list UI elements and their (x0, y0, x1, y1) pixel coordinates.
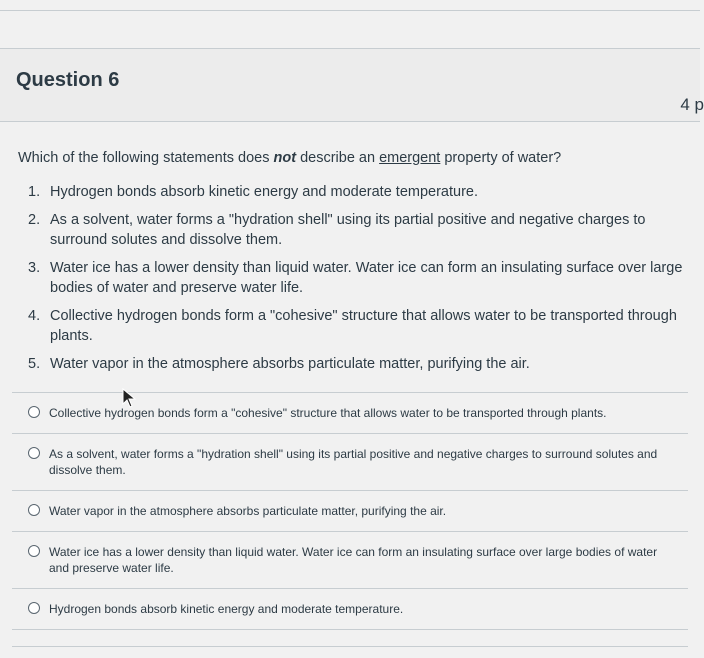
answer-label: Water ice has a lower density than liquid water. Water ice can form an insulating surface over large bodies of water and preserve water life. (49, 545, 658, 575)
radio-button[interactable] (28, 545, 40, 557)
statement-item (28, 354, 686, 374)
prompt-text-after: property of water? (440, 150, 562, 166)
radio-button[interactable] (28, 602, 40, 614)
statement-list (28, 182, 686, 382)
radio-button[interactable] (28, 504, 40, 516)
question-points: 4 p (680, 95, 704, 114)
statement-item (28, 258, 686, 298)
answer-option[interactable] (12, 532, 688, 589)
radio-button[interactable] (28, 406, 40, 418)
prompt-text-middle: describe an (296, 150, 380, 166)
statement-item (28, 182, 686, 202)
prompt-underline: emergent (379, 150, 441, 166)
answer-label: Hydrogen bonds absorb kinetic energy and moderate temperature. (49, 602, 404, 616)
answer-option[interactable] (12, 589, 688, 630)
answer-option[interactable] (12, 491, 688, 532)
statement-text: Water vapor in the atmosphere absorbs particulate matter, purifying the air. (50, 356, 530, 372)
prompt-text-before: Which of the following statements does (18, 150, 274, 166)
mouse-pointer-icon (122, 388, 136, 408)
statement-number: 3. (28, 260, 41, 276)
prompt-emphasis: not (273, 150, 297, 166)
statement-text: Water ice has a lower density than liquid water. Water ice can form an insulating surface over large bodies of water and preserve water life. (50, 260, 683, 296)
answer-label: Water vapor in the atmosphere absorbs particulate matter, purifying the air. (49, 504, 447, 518)
answer-choices (12, 392, 688, 630)
question-prompt (18, 148, 688, 168)
statement-number: 5. (28, 356, 41, 372)
answer-label: Collective hydrogen bonds form a "cohesive" structure that allows water to be transported through plants. (49, 406, 607, 420)
statement-text: Collective hydrogen bonds form a "cohesive" structure that allows water to be transported through plants. (50, 308, 677, 344)
answer-label: As a solvent, water forms a "hydration shell" using its partial positive and negative charges to surround solutes and dissolve them. (49, 447, 658, 477)
statement-text: Hydrogen bonds absorb kinetic energy and moderate temperature. (50, 184, 479, 200)
statement-number: 4. (28, 308, 41, 324)
bottom-divider (12, 646, 688, 647)
statement-item (28, 210, 686, 250)
answer-option[interactable] (12, 434, 688, 491)
question-header (0, 48, 704, 122)
statement-number: 2. (28, 212, 41, 228)
answer-option[interactable] (12, 393, 688, 434)
radio-button[interactable] (28, 447, 40, 459)
top-divider (0, 10, 700, 11)
question-title: Question 6 (16, 69, 120, 91)
statement-number: 1. (28, 184, 41, 200)
statement-text: As a solvent, water forms a "hydration shell" using its partial positive and negative charges to surround solutes and dissolve them. (50, 212, 646, 248)
statement-item (28, 306, 686, 346)
